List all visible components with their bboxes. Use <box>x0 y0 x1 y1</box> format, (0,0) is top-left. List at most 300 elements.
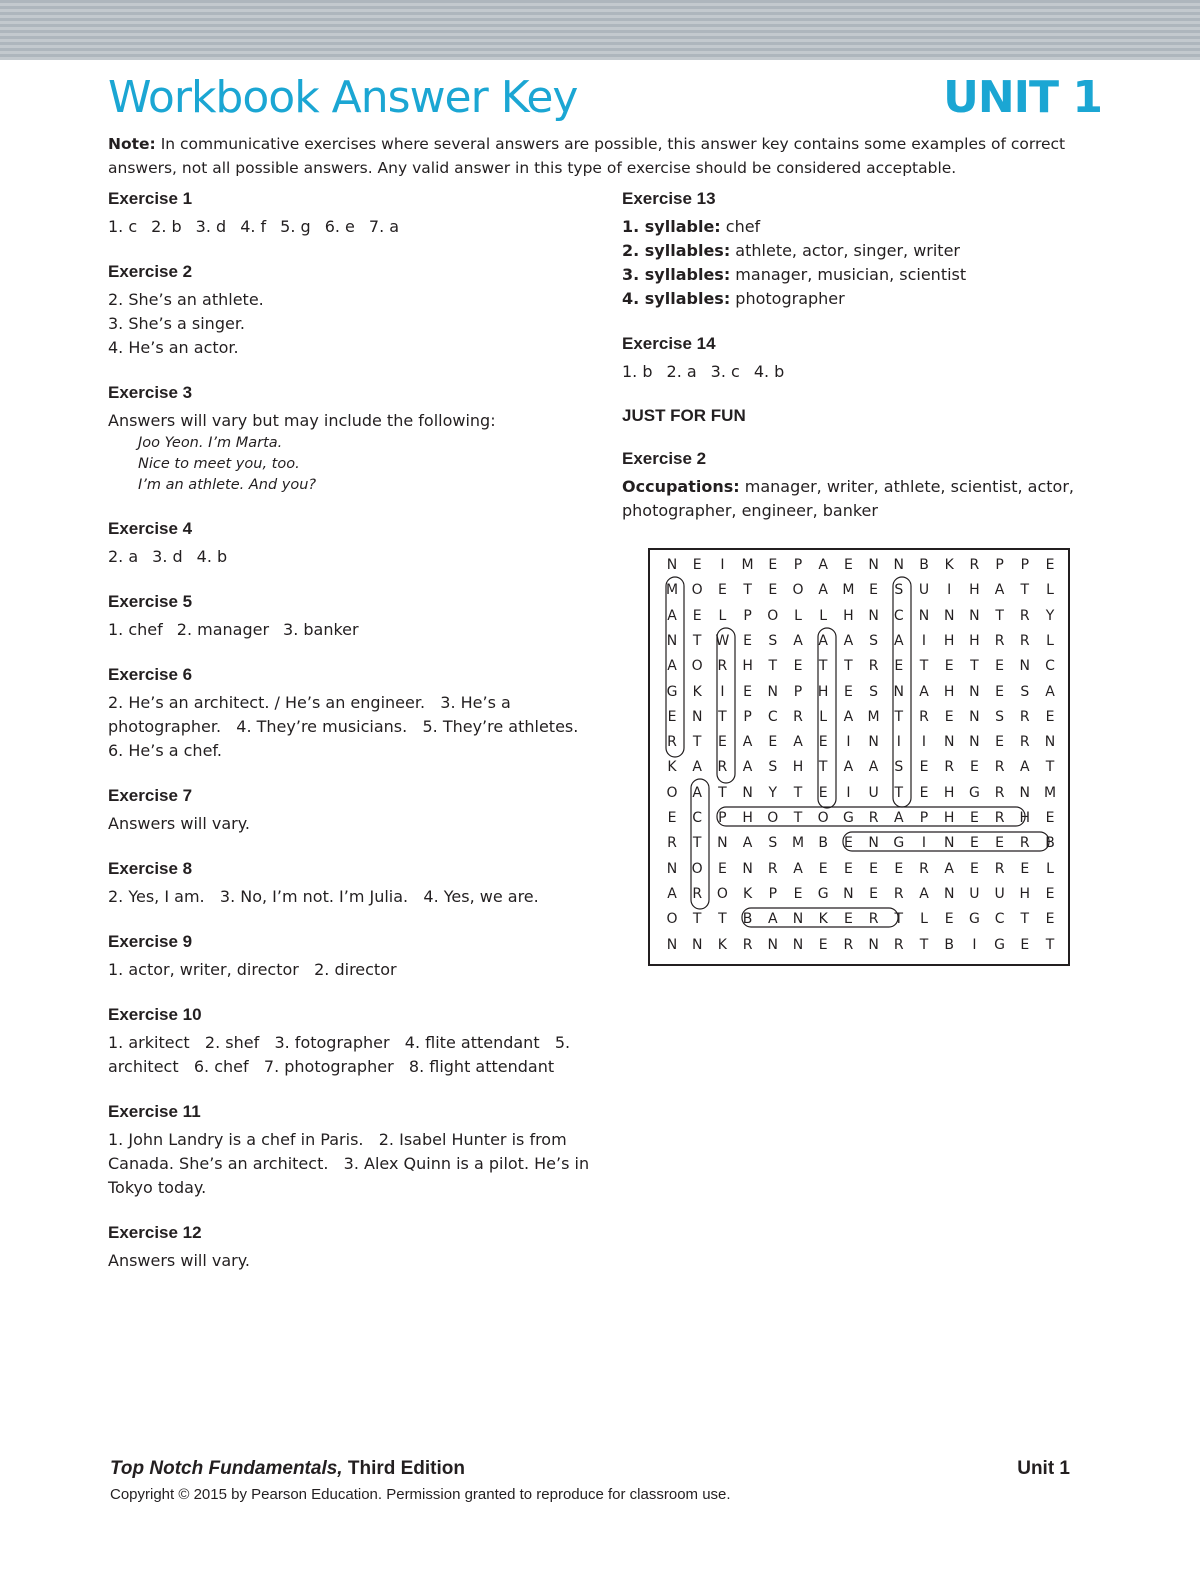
puzzle-letter: R <box>994 860 1005 877</box>
puzzle-letter: M <box>867 708 880 725</box>
puzzle-letter: I <box>720 683 725 700</box>
puzzle-letter: E <box>743 632 753 649</box>
puzzle-letter: A <box>818 557 828 573</box>
exercise-title: Exercise 6 <box>108 665 193 684</box>
puzzle-letter: T <box>718 911 727 928</box>
exercise-11 <box>108 1101 598 1200</box>
puzzle-letter: T <box>844 658 853 675</box>
puzzle-letter: I <box>720 557 725 573</box>
puzzle-letter: T <box>692 835 702 852</box>
answer-text: Answers will vary. <box>108 1251 250 1270</box>
puzzle-letter: N <box>969 607 980 624</box>
puzzle-letter: T <box>995 607 1004 624</box>
syllable-words: athlete, actor, singer, writer <box>730 241 960 260</box>
puzzle-letter: S <box>768 632 778 649</box>
exercise-title: Exercise 3 <box>108 383 193 402</box>
puzzle-letter: H <box>843 607 854 624</box>
puzzle-letter: N <box>792 911 804 928</box>
unit-label: UNIT 1 <box>943 72 1102 123</box>
puzzle-letter: O <box>767 810 779 826</box>
sample-line: Joo Yeon. I’m Marta. <box>138 435 283 451</box>
syllable-line <box>622 287 1092 311</box>
puzzle-letter: E <box>969 835 979 852</box>
note-text: In communicative exercises where several answers are possible, this answer key contains some examples of correct answers, not all possible answers. Any valid answer in this type of exercise should be considered acceptable. <box>108 135 1066 177</box>
puzzle-letter: R <box>1019 734 1030 751</box>
puzzle-letter: R <box>1019 632 1030 649</box>
puzzle-letter: T <box>894 708 904 725</box>
puzzle-letter: G <box>817 885 829 902</box>
answer-list <box>108 545 598 569</box>
puzzle-letter: N <box>868 835 879 852</box>
puzzle-letter: E <box>717 582 727 599</box>
puzzle-letter: E <box>843 835 853 852</box>
puzzle-letter: K <box>944 557 954 573</box>
answer-line: 4. He’s an actor. <box>108 338 239 357</box>
puzzle-letter: A <box>1020 759 1030 776</box>
puzzle-letter: M <box>791 835 805 852</box>
puzzle-letter: W <box>715 632 730 649</box>
exercise-3 <box>108 382 598 496</box>
puzzle-letter: H <box>1019 810 1031 826</box>
puzzle-letter: I <box>921 632 927 649</box>
exercise-7 <box>108 785 598 836</box>
puzzle-letter: G <box>842 810 854 826</box>
puzzle-letter: N <box>742 784 753 801</box>
puzzle-letter: L <box>1046 632 1054 649</box>
puzzle-letter: R <box>667 835 677 852</box>
puzzle-letter: R <box>717 759 728 776</box>
answer: 1. b <box>622 362 653 381</box>
puzzle-letter: I <box>846 734 851 751</box>
puzzle-letter: R <box>692 885 703 902</box>
answer: 1. c <box>108 217 138 236</box>
puzzle-letter: E <box>969 860 979 877</box>
exercise-9 <box>108 931 598 982</box>
puzzle-letter: N <box>969 708 980 725</box>
puzzle-letter: R <box>868 911 879 928</box>
puzzle-letter: A <box>868 759 879 776</box>
puzzle-letter: O <box>691 860 703 877</box>
puzzle-letter: I <box>896 734 901 751</box>
exercise-1 <box>108 188 598 239</box>
jff-exercise-2 <box>622 448 1092 523</box>
puzzle-letter: O <box>716 885 728 902</box>
puzzle-letter: A <box>843 759 854 776</box>
puzzle-letter: T <box>1020 911 1030 928</box>
puzzle-letter: O <box>792 582 804 599</box>
puzzle-letter: E <box>717 860 727 877</box>
puzzle-letter: A <box>742 835 753 852</box>
copyright-notice: Copyright © 2015 by Pearson Education. Permission granted to reproduce for classroom use. <box>110 1486 731 1503</box>
puzzle-letter: S <box>894 759 904 776</box>
puzzle-letter: P <box>768 885 778 902</box>
puzzle-letter: E <box>1045 708 1055 725</box>
exercise-10 <box>108 1004 598 1079</box>
exercise-title: Exercise 13 <box>622 189 716 208</box>
puzzle-letter: E <box>869 885 879 902</box>
exercise-4 <box>108 518 598 569</box>
puzzle-letter: O <box>666 784 678 801</box>
puzzle-letter: N <box>969 683 980 700</box>
puzzle-letter: E <box>919 759 929 776</box>
puzzle-letter: A <box>894 632 904 649</box>
puzzle-letter: I <box>972 936 977 953</box>
puzzle-letter: A <box>692 784 702 801</box>
puzzle-letter: T <box>743 582 752 599</box>
puzzle-letter: E <box>869 582 879 599</box>
puzzle-letter: A <box>994 582 1005 599</box>
puzzle-letter: P <box>995 557 1004 573</box>
exercise-14 <box>622 333 1092 384</box>
exercise-13 <box>622 188 1092 311</box>
puzzle-letter: N <box>943 734 955 751</box>
occupations-label: Occupations: <box>622 477 740 496</box>
puzzle-letter: G <box>893 835 905 852</box>
answer: 4. b <box>753 362 785 381</box>
puzzle-letter: P <box>743 607 752 624</box>
puzzle-letter: R <box>767 860 778 877</box>
occupations-list: manager, writer, athlete, scientist, actor, photographer, engineer, banker <box>622 477 1074 520</box>
puzzle-letter: A <box>843 708 854 725</box>
book-edition: Third Edition <box>342 1458 466 1479</box>
puzzle-letter: R <box>742 936 753 953</box>
puzzle-letter: H <box>742 810 753 826</box>
syllable-count: 3. syllables: <box>622 265 731 284</box>
puzzle-letter: A <box>793 734 803 751</box>
puzzle-letter: P <box>743 708 752 725</box>
puzzle-letter: E <box>1045 911 1055 928</box>
puzzle-letter: Y <box>768 784 778 801</box>
answer: 3. d <box>195 217 227 236</box>
puzzle-letter: N <box>691 708 703 725</box>
puzzle-letter: T <box>894 784 904 801</box>
puzzle-letter: N <box>1019 658 1031 675</box>
puzzle-letter: E <box>667 708 677 725</box>
puzzle-letter: R <box>893 936 904 953</box>
exercise-title: Exercise 2 <box>108 262 193 281</box>
puzzle-letter: I <box>846 784 851 801</box>
puzzle-letter: R <box>1019 708 1030 725</box>
puzzle-letter: P <box>793 683 803 700</box>
puzzle-letter: N <box>943 607 955 624</box>
puzzle-letter: M <box>741 557 754 573</box>
answer: 2. a <box>108 547 139 566</box>
puzzle-letter: N <box>843 885 854 902</box>
syllable-count: 4. syllables: <box>622 289 731 308</box>
answer: 2. a <box>666 362 697 381</box>
puzzle-letter: E <box>1045 810 1055 826</box>
puzzle-letter: K <box>818 911 828 928</box>
answer-text: 2. Yes, I am. 3. No, I’m not. I’m Julia. 4. Yes, we are. <box>108 887 539 906</box>
puzzle-letter: C <box>994 911 1005 928</box>
puzzle-letter: R <box>868 658 879 675</box>
puzzle-letter: R <box>793 708 803 725</box>
puzzle-letter: P <box>919 810 929 826</box>
puzzle-letter: T <box>768 658 778 675</box>
puzzle-letter: K <box>717 936 727 953</box>
puzzle-letter: A <box>742 759 753 776</box>
puzzle-letter: T <box>919 936 929 953</box>
answer: 2. b <box>151 217 182 236</box>
puzzle-letter: E <box>743 683 753 700</box>
puzzle-letter: O <box>691 582 703 599</box>
puzzle-letter: E <box>944 708 954 725</box>
puzzle-letter: P <box>718 810 727 826</box>
puzzle-letter: B <box>742 911 753 928</box>
puzzle-letter: R <box>717 658 728 675</box>
puzzle-letter: R <box>667 734 677 751</box>
puzzle-letter: O <box>691 658 703 675</box>
puzzle-letter: T <box>718 784 727 801</box>
note-label: Note: <box>108 135 156 153</box>
syllable-words: manager, musician, scientist <box>730 265 967 284</box>
puzzle-letter: T <box>692 911 702 928</box>
puzzle-letter: N <box>666 632 678 649</box>
answer-text: 1. John Landry is a chef in Paris. 2. Isabel Hunter is from Canada. She’s an architect. 3. Alex Quinn is a pilot. He’s in Tokyo today. <box>108 1130 595 1197</box>
puzzle-letter: T <box>692 632 702 649</box>
puzzle-letter: G <box>968 911 980 928</box>
puzzle-letter: S <box>768 835 778 852</box>
puzzle-letter: L <box>1046 582 1054 599</box>
puzzle-letter: O <box>666 911 678 928</box>
answer-list <box>108 215 598 239</box>
puzzle-letter: R <box>994 810 1005 826</box>
puzzle-letter: U <box>969 885 980 902</box>
left-column <box>108 188 598 1295</box>
puzzle-letter: S <box>869 632 879 649</box>
puzzle-letter: Y <box>1045 607 1055 624</box>
exercise-8 <box>108 858 598 909</box>
puzzle-letter: A <box>1045 683 1055 700</box>
puzzle-letter: N <box>767 936 779 953</box>
puzzle-letter: H <box>969 632 980 649</box>
puzzle-letter: A <box>944 860 954 877</box>
puzzle-letter: T <box>970 658 979 675</box>
syllable-count: 1. syllable: <box>622 217 721 236</box>
puzzle-letter: U <box>918 582 930 599</box>
puzzle-letter: N <box>893 683 905 700</box>
puzzle-letter: M <box>1043 784 1057 801</box>
puzzle-letter: E <box>843 860 853 877</box>
puzzle-letter: N <box>969 734 980 751</box>
puzzle-letter: T <box>894 911 904 928</box>
puzzle-letter: H <box>943 810 955 826</box>
puzzle-letter: E <box>1045 885 1055 902</box>
puzzle-letter: E <box>717 734 727 751</box>
puzzle-letter: E <box>869 860 879 877</box>
puzzle-letter: N <box>691 936 703 953</box>
puzzle-letter: C <box>767 708 778 725</box>
puzzle-letter: E <box>793 658 803 675</box>
answer: 6. e <box>324 217 355 236</box>
puzzle-letter: E <box>692 557 702 573</box>
puzzle-letter: R <box>994 784 1005 801</box>
puzzle-letter: E <box>919 784 929 801</box>
puzzle-letter: A <box>667 885 677 902</box>
puzzle-letter: R <box>994 759 1005 776</box>
exercise-title: Exercise 11 <box>108 1102 201 1121</box>
answer-text: Answers will vary. <box>108 814 250 833</box>
puzzle-letter: I <box>947 582 952 599</box>
exercise-title: Exercise 1 <box>108 189 193 208</box>
puzzle-letter: N <box>868 734 879 751</box>
puzzle-letter: E <box>1045 557 1055 573</box>
syllable-count: 2. syllables: <box>622 241 731 260</box>
puzzle-letter: T <box>1045 936 1055 953</box>
puzzle-letter: A <box>793 860 803 877</box>
puzzle-letter: H <box>943 683 955 700</box>
puzzle-letter: N <box>792 936 804 953</box>
puzzle-letter: L <box>718 607 727 624</box>
puzzle-letter: H <box>943 632 955 649</box>
answer-line: 2. She’s an athlete. <box>108 290 264 309</box>
puzzle-letter: A <box>818 582 828 599</box>
puzzle-letter: N <box>943 885 955 902</box>
answer-line: 3. She’s a singer. <box>108 314 246 333</box>
puzzle-letter: A <box>793 632 803 649</box>
exercise-title: Exercise 4 <box>108 519 193 538</box>
puzzle-letter: B <box>919 557 929 573</box>
puzzle-letter: N <box>893 557 905 573</box>
puzzle-letter: N <box>666 557 678 573</box>
puzzle-letter: M <box>665 582 679 599</box>
exercise-2 <box>108 261 598 360</box>
puzzle-letter: R <box>1019 835 1030 852</box>
puzzle-letter: B <box>944 936 954 953</box>
puzzle-letter: A <box>919 683 929 700</box>
puzzle-letter: K <box>667 759 677 776</box>
puzzle-letter: E <box>995 683 1005 700</box>
puzzle-letter: E <box>843 911 853 928</box>
puzzle-letter: E <box>843 683 853 700</box>
puzzle-letter: H <box>1019 885 1031 902</box>
puzzle-letter: S <box>768 759 778 776</box>
puzzle-letter: L <box>920 911 928 928</box>
syllable-words: photographer <box>730 289 845 308</box>
puzzle-letter: R <box>919 860 929 877</box>
exercise-title: Exercise 12 <box>108 1223 202 1242</box>
word-search-puzzle <box>648 548 1070 966</box>
exercise-title: Exercise 8 <box>108 859 193 878</box>
exercise-12 <box>108 1222 598 1273</box>
answer-list <box>622 360 1092 384</box>
puzzle-letter: G <box>666 683 678 700</box>
puzzle-letter: N <box>1019 784 1031 801</box>
puzzle-letter: H <box>817 683 829 700</box>
puzzle-letter: E <box>995 658 1005 675</box>
puzzle-letter: N <box>742 860 753 877</box>
exercise-title: Exercise 9 <box>108 932 193 951</box>
puzzle-letter: R <box>994 632 1005 649</box>
exercise-6 <box>108 664 598 763</box>
exercise-5 <box>108 591 598 642</box>
exercise-title: Exercise 7 <box>108 786 193 805</box>
puzzle-letter: A <box>667 607 677 624</box>
puzzle-letter: T <box>793 810 803 826</box>
puzzle-letter: R <box>1019 607 1030 624</box>
puzzle-letter: U <box>868 784 879 801</box>
puzzle-letter: R <box>893 885 904 902</box>
puzzle-letter: I <box>921 835 927 852</box>
syllable-line <box>622 215 1092 239</box>
puzzle-letter: E <box>768 582 778 599</box>
puzzle-letter: E <box>818 784 828 801</box>
puzzle-letter: N <box>1044 734 1056 751</box>
puzzle-letter: R <box>944 759 955 776</box>
puzzle-letter: H <box>792 759 804 776</box>
puzzle-letter: R <box>868 810 879 826</box>
footer-book-title <box>110 1458 465 1480</box>
puzzle-letter: E <box>768 734 778 751</box>
puzzle-letter: L <box>819 708 828 725</box>
note-paragraph <box>108 132 1068 180</box>
puzzle-letter: E <box>793 885 803 902</box>
puzzle-letter: N <box>767 683 779 700</box>
puzzle-letter: P <box>1020 557 1030 573</box>
puzzle-letter: E <box>894 860 904 877</box>
puzzle-letter: M <box>842 582 855 599</box>
puzzle-letter: T <box>793 784 803 801</box>
answer: 3. d <box>152 547 183 566</box>
footer-unit: Unit 1 <box>1017 1458 1070 1479</box>
puzzle-letter: S <box>1020 683 1030 700</box>
puzzle-letter: C <box>893 607 904 624</box>
puzzle-letter: E <box>667 810 677 826</box>
occupations-line <box>622 475 1092 523</box>
answer: 5. g <box>280 217 311 236</box>
exercise-title: Exercise 14 <box>622 334 716 353</box>
puzzle-letter: E <box>894 658 904 675</box>
sample-line: I’m an athlete. And you? <box>138 477 317 493</box>
puzzle-letter: E <box>969 810 979 826</box>
just-for-fun-heading: JUST FOR FUN <box>622 406 746 425</box>
puzzle-letter: T <box>919 658 929 675</box>
puzzle-letter: E <box>995 734 1005 751</box>
puzzle-letter: H <box>943 784 955 801</box>
syllable-line <box>622 239 1092 263</box>
puzzle-letter: N <box>943 835 955 852</box>
answer-text: 1. arkitect 2. shef 3. fotographer 4. flite attendant 5. architect 6. chef 7. photographer 8. flight attendant <box>108 1033 576 1076</box>
puzzle-letter: T <box>818 759 828 776</box>
puzzle-letter: A <box>818 632 828 649</box>
puzzle-letter: L <box>819 607 828 624</box>
puzzle-letter: N <box>666 860 678 877</box>
puzzle-letter: K <box>743 885 753 902</box>
puzzle-letter: H <box>742 658 753 675</box>
puzzle-letter: T <box>1045 759 1055 776</box>
puzzle-letter: I <box>921 734 927 751</box>
answer: 4. b <box>196 547 228 566</box>
puzzle-letter: E <box>818 860 828 877</box>
puzzle-letter: H <box>969 582 980 599</box>
answer: 2. manager <box>176 620 270 639</box>
puzzle-letter: L <box>1046 860 1054 877</box>
puzzle-letter: E <box>768 557 778 573</box>
puzzle-letter: N <box>868 557 879 573</box>
page-title: Workbook Answer Key <box>108 72 578 123</box>
puzzle-letter: A <box>692 759 702 776</box>
puzzle-letter: N <box>868 607 879 624</box>
puzzle-letter: E <box>1020 936 1030 953</box>
puzzle-letter: A <box>919 885 929 902</box>
answer: 7. a <box>368 217 400 236</box>
answer-intro: Answers will vary but may include the following: <box>108 411 496 430</box>
sample-line: Nice to meet you, too. <box>138 456 300 472</box>
right-column <box>622 188 1092 545</box>
answer-text: 2. He’s an architect. / He’s an engineer. 3. He’s a photographer. 4. They’re musicians. 5. They’re athletes. 6. He’s a chef. <box>108 693 594 760</box>
puzzle-letter: G <box>968 784 980 801</box>
puzzle-letter: T <box>692 734 702 751</box>
